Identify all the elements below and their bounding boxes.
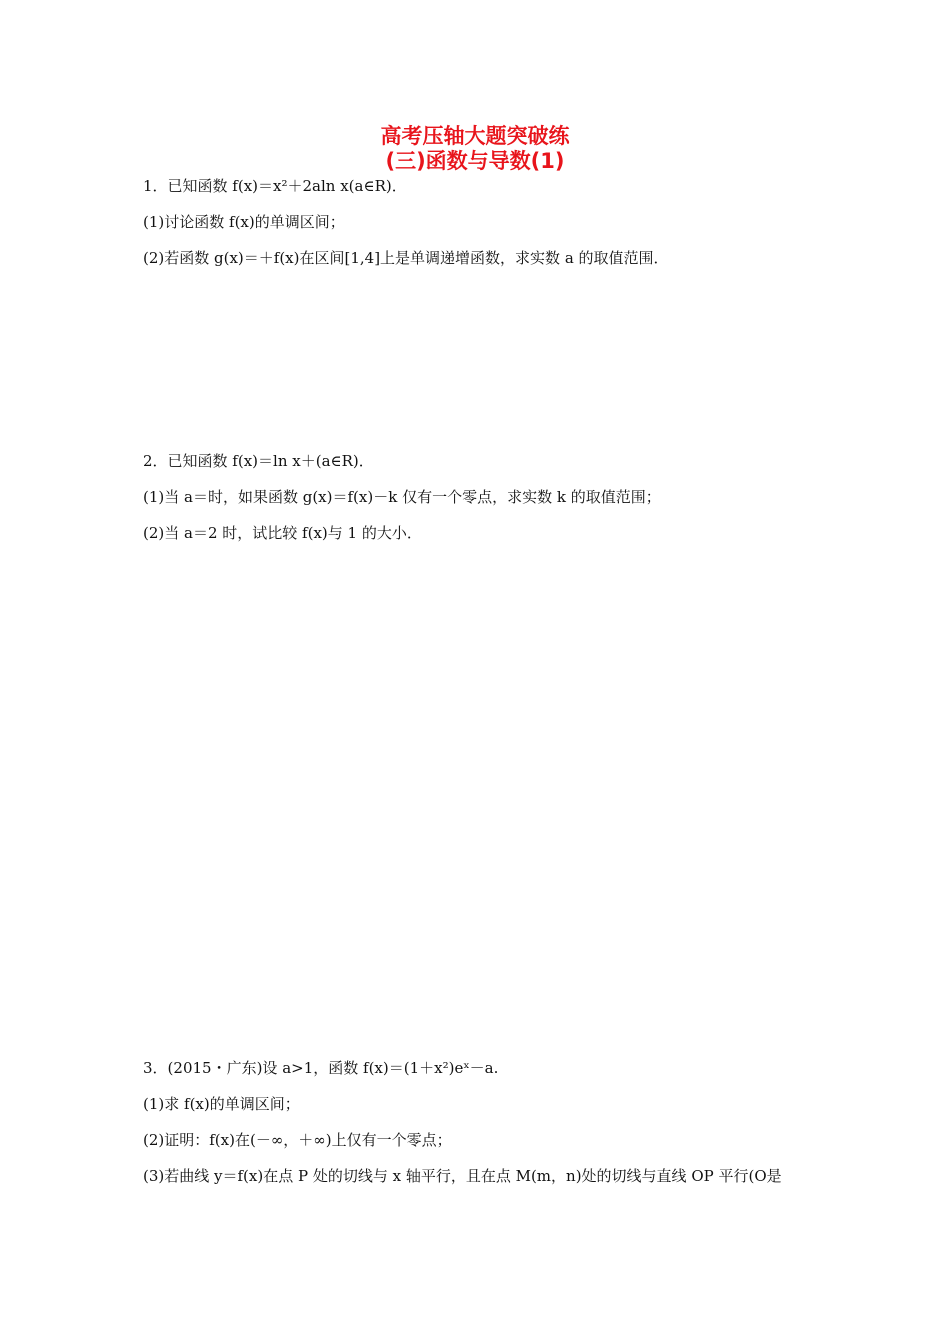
problem-1-part-2: (2)若函数 g(x)＝＋f(x)在区间[1,4]上是单调递增函数，求实数 a 的取值范围． bbox=[143, 249, 669, 267]
problem-1-part-1: (1)讨论函数 f(x)的单调区间； bbox=[143, 213, 345, 231]
problem-3-part-2: (2)证明：f(x)在(－∞，＋∞)上仅有一个零点； bbox=[143, 1131, 452, 1149]
problem-1-intro: 1．已知函数 f(x)＝x²＋2aln x(a∈R)． bbox=[143, 177, 407, 195]
problem-3-part-3: (3)若曲线 y＝f(x)在点 P 处的切线与 x 轴平行，且在点 M(m，n)处的切线与直线 OP 平行(O是 bbox=[143, 1167, 782, 1185]
page-subtitle: (三)函数与导数(1) bbox=[385, 149, 565, 173]
problem-3-part-1: (1)求 f(x)的单调区间； bbox=[143, 1095, 300, 1113]
problem-2-intro: 2．已知函数 f(x)＝ln x＋(a∈R)． bbox=[143, 452, 374, 470]
problem-3-intro: 3．(2015・广东)设 a>1，函数 f(x)＝(1＋x²)eˣ－a. bbox=[143, 1059, 499, 1077]
problem-2-part-2: (2)当 a＝2 时，试比较 f(x)与 1 的大小． bbox=[143, 524, 422, 542]
problem-2-part-1: (1)当 a＝时，如果函数 g(x)＝f(x)－k 仅有一个零点，求实数 k 的取值范围； bbox=[143, 488, 661, 506]
page-title: 高考压轴大题突破练 bbox=[380, 124, 570, 148]
